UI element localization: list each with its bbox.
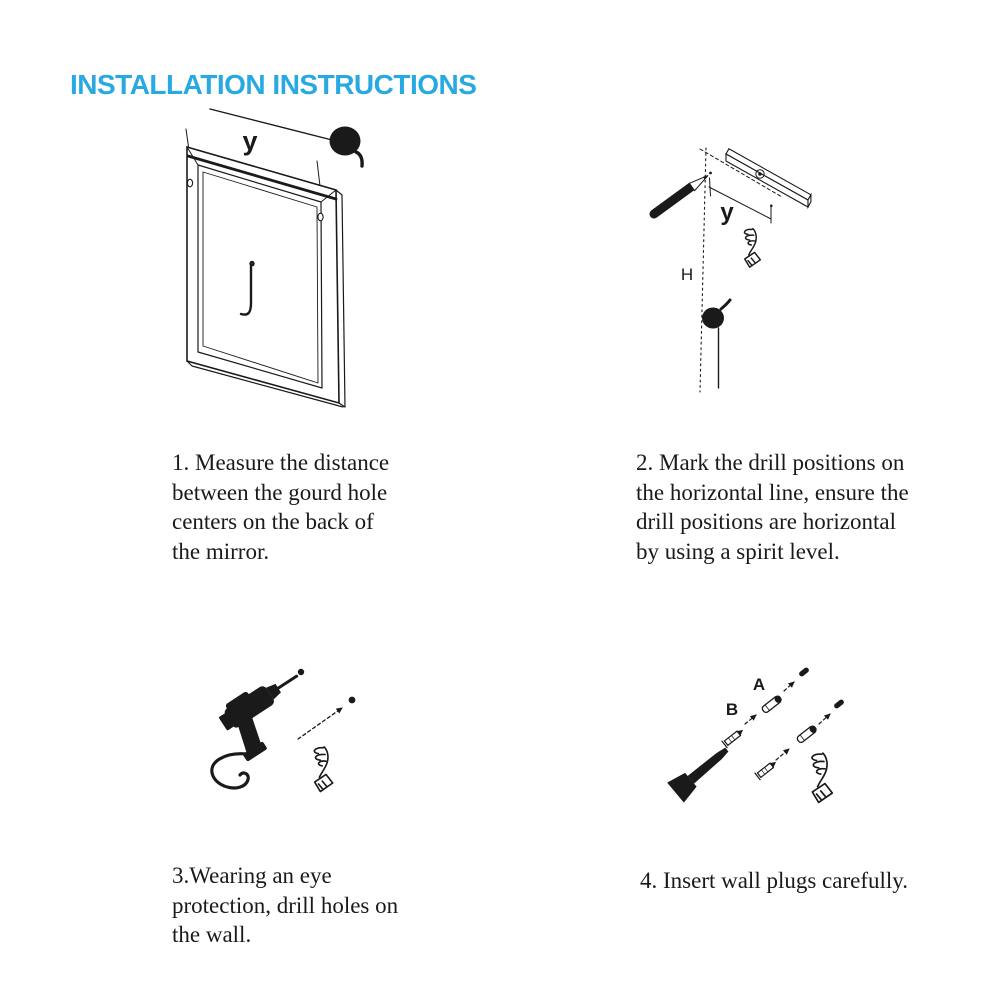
screw-outline <box>722 727 746 748</box>
insert-arrow <box>784 682 794 691</box>
drill-cord <box>212 754 248 788</box>
step-3-illustration <box>195 650 375 820</box>
page-title: INSTALLATION INSTRUCTIONS <box>70 68 477 100</box>
caption-line: centers on the back of <box>172 509 374 534</box>
dimension-label-y: y <box>720 199 734 226</box>
step-1-caption <box>172 448 452 566</box>
step-1-illustration <box>140 95 440 425</box>
label-a: A <box>752 675 766 694</box>
hammer-icon <box>667 740 735 803</box>
insert-arrow <box>776 749 789 760</box>
step-2-caption <box>636 448 956 566</box>
plug-end-piece <box>833 699 845 710</box>
insert-arrow <box>745 715 756 724</box>
caption-line: 1. Measure the distance <box>172 450 390 475</box>
hand-sketch-icon <box>314 747 332 792</box>
drill-hole-dot <box>349 697 356 704</box>
caption-line: protection, drill holes on <box>172 892 399 918</box>
wall-vertical-line <box>700 148 706 392</box>
gourd-hole-right <box>318 213 323 221</box>
spirit-level-icon <box>726 149 811 207</box>
caption-line: the wall. <box>172 922 252 947</box>
wall-plug-outline <box>761 694 783 713</box>
caption-line: drill positions are horizontal <box>636 509 896 534</box>
dimension-label-y: y <box>242 126 258 156</box>
drill-icon <box>212 664 321 788</box>
caption-line: 2. Mark the drill positions on <box>636 450 905 475</box>
drill-direction-arrow <box>298 708 342 739</box>
hand-sketch-icon <box>744 229 760 268</box>
caption-line: between the gourd hole <box>172 479 388 505</box>
height-label-h: H <box>680 265 694 284</box>
hand-sketch-icon <box>812 753 832 802</box>
dimension-line <box>709 178 773 223</box>
step-3-caption <box>172 861 472 950</box>
caption-line: 3.Wearing an eye <box>172 863 332 888</box>
drill-mark-dot-left <box>709 172 712 175</box>
step-2-illustration <box>630 130 910 410</box>
step-4-illustration <box>655 655 895 835</box>
mirror-back-drawing <box>187 147 345 407</box>
insert-arrow <box>819 714 830 724</box>
dimension-line <box>210 109 336 141</box>
caption-line: by using a spirit level. <box>636 538 840 564</box>
caption-line: 4. Insert wall plugs carefully. <box>640 868 909 893</box>
pencil-icon <box>654 176 708 215</box>
drill-mark-dot-right <box>770 205 773 208</box>
gourd-hole-left <box>187 179 192 187</box>
drill-hole-dot <box>298 669 304 675</box>
wall-plug-outline <box>796 724 818 743</box>
label-b: B <box>725 700 739 719</box>
tape-measure-icon <box>330 127 363 167</box>
tape-measure-icon <box>702 300 730 388</box>
step-4-caption <box>640 866 980 896</box>
caption-line: the horizontal line, ensure the <box>636 479 909 505</box>
plug-end-piece <box>798 667 810 678</box>
caption-line: the mirror. <box>172 538 270 564</box>
screw-outline <box>755 759 779 780</box>
